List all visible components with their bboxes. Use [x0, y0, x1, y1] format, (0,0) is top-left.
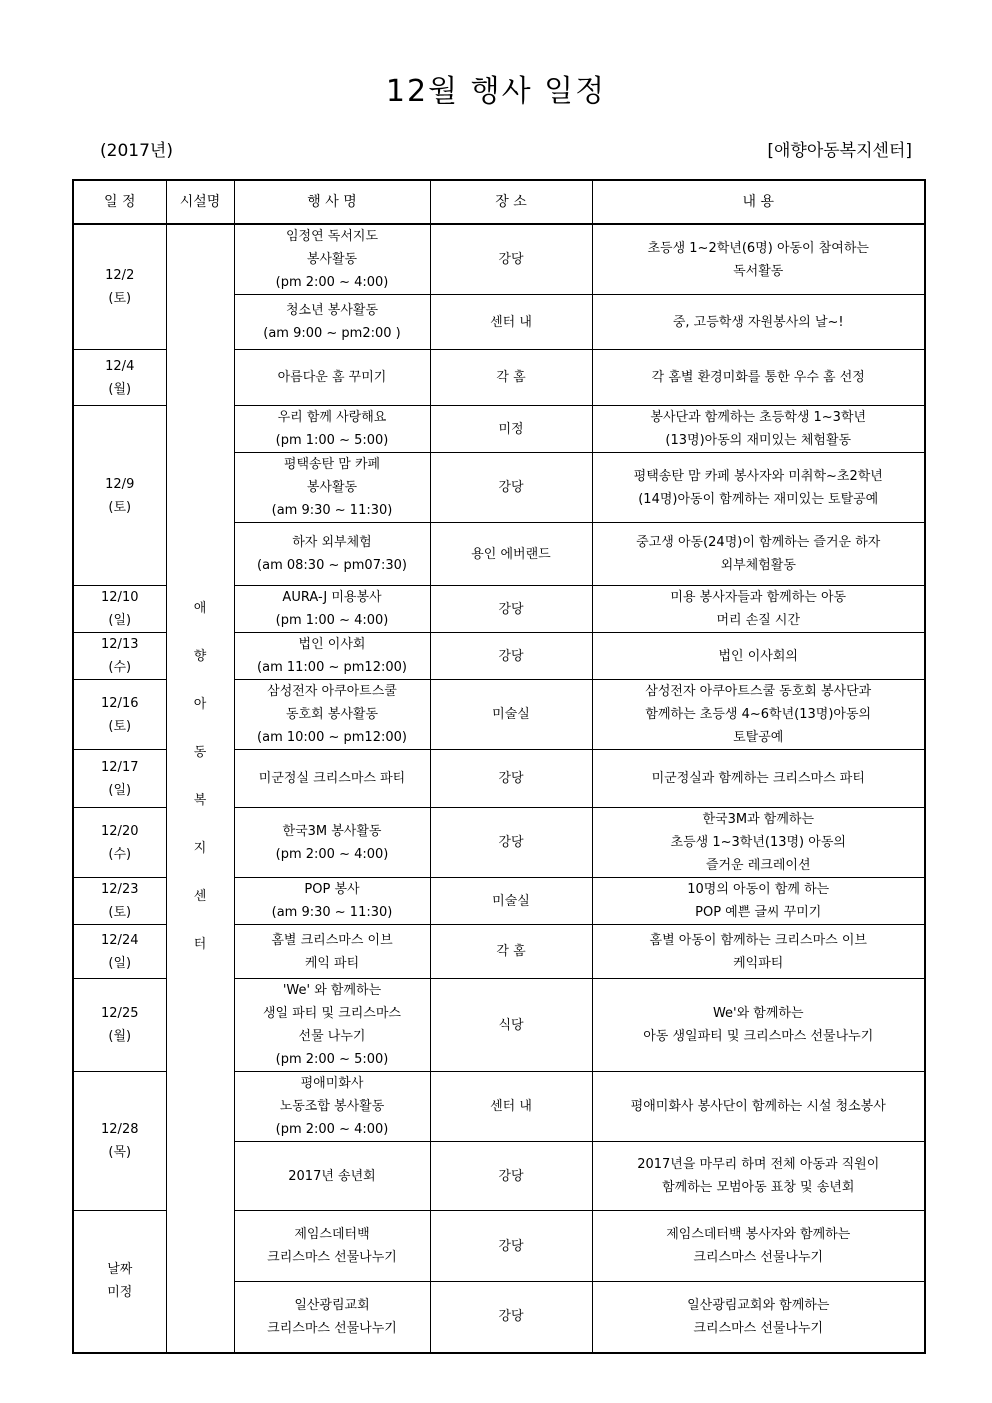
place-cell: 강당 [430, 1142, 592, 1211]
facility-cell: 애 향 아 동 복 지 센 터 [166, 224, 234, 1353]
event-cell: 2017년 송년회 [234, 1142, 430, 1211]
event-cell: 임정연 독서지도 봉사활동 (pm 2:00 ~ 4:00) [234, 224, 430, 295]
place-cell: 강당 [430, 808, 592, 878]
table-header-row [73, 180, 925, 224]
event-cell: AURA-J 미용봉사 (pm 1:00 ~ 4:00) [234, 586, 430, 633]
header-content: 내 용 [592, 180, 925, 224]
event-cell: 아름다운 홈 꾸미기 [234, 350, 430, 406]
place-cell: 미정 [430, 406, 592, 453]
event-cell: POP 봉사 (am 9:30 ~ 11:30) [234, 878, 430, 925]
place-cell: 강당 [430, 224, 592, 295]
content-cell: 미군정실과 함께하는 크리스마스 파티 [592, 750, 925, 808]
header-date: 일 정 [73, 180, 166, 224]
content-cell: 중, 고등학생 자원봉사의 날~! [592, 295, 925, 350]
date-cell: 12/13 (수) [73, 633, 166, 680]
date-cell: 12/17 (일) [73, 750, 166, 808]
event-cell: 삼성전자 아쿠아트스쿨 동호회 봉사활동 (am 10:00 ~ pm12:00) [234, 680, 430, 750]
content-cell: We'와 함께하는 아동 생일파티 및 크리스마스 선물나누기 [592, 979, 925, 1072]
place-cell: 센터 내 [430, 295, 592, 350]
date-cell: 12/24 (일) [73, 925, 166, 979]
content-cell: 홈별 아동이 함께하는 크리스마스 이브 케익파티 [592, 925, 925, 979]
event-cell: 평택송탄 맘 카페 봉사활동 (am 9:30 ~ 11:30) [234, 453, 430, 523]
content-cell: 2017년을 마무리 하며 전체 아동과 직원이 함께하는 모범아동 표창 및 송년회 [592, 1142, 925, 1211]
schedule-table [72, 179, 926, 1354]
content-cell: 평택송탄 맘 카페 봉사자와 미취학~초2학년 (14명)아동이 함께하는 재미있는 토탈공예 [592, 453, 925, 523]
place-cell: 강당 [430, 1211, 592, 1282]
date-cell: 날짜 미정 [73, 1211, 166, 1353]
place-cell: 각 홈 [430, 350, 592, 406]
content-cell: 중고생 아동(24명)이 함께하는 즐거운 하자 외부체험활동 [592, 523, 925, 586]
header-event: 행 사 명 [234, 180, 430, 224]
place-cell: 식당 [430, 979, 592, 1072]
content-cell: 각 홈별 환경미화를 통한 우수 홈 선정 [592, 350, 925, 406]
header-place: 장 소 [430, 180, 592, 224]
content-cell: 봉사단과 함께하는 초등학생 1~3학년 (13명)아동의 재미있는 체험활동 [592, 406, 925, 453]
page-title: 12월 행사 일정 [385, 74, 607, 109]
place-cell: 강당 [430, 633, 592, 680]
date-cell: 12/23 (토) [73, 878, 166, 925]
date-cell: 12/25 (월) [73, 979, 166, 1072]
content-cell: 법인 이사회의 [592, 633, 925, 680]
header-facility: 시설명 [166, 180, 234, 224]
place-cell: 센터 내 [430, 1072, 592, 1142]
event-cell: 하자 외부체험 (am 08:30 ~ pm07:30) [234, 523, 430, 586]
year-label: (2017년) [100, 141, 173, 161]
date-cell: 12/4 (월) [73, 350, 166, 406]
content-cell: 초등생 1~2학년(6명) 아동이 참여하는 독서활동 [592, 224, 925, 295]
content-cell: 삼성전자 아쿠아트스쿨 동호회 봉사단과 함께하는 초등생 4~6학년(13명)아동의 토탈공예 [592, 680, 925, 750]
place-cell: 강당 [430, 750, 592, 808]
organization-label: [애향아동복지센터] [767, 141, 912, 161]
event-cell: 'We' 와 함께하는 생일 파티 및 크리스마스 선물 나누기 (pm 2:00 ~ 5:00) [234, 979, 430, 1072]
place-cell: 강당 [430, 586, 592, 633]
date-cell: 12/16 (토) [73, 680, 166, 750]
place-cell: 미술실 [430, 878, 592, 925]
date-cell: 12/10 (일) [73, 586, 166, 633]
content-cell: 일산광림교회와 함께하는 크리스마스 선물나누기 [592, 1282, 925, 1353]
place-cell: 미술실 [430, 680, 592, 750]
event-cell: 제임스데터백 크리스마스 선물나누기 [234, 1211, 430, 1282]
content-cell: 한국3M과 함께하는 초등생 1~3학년(13명) 아동의 즐거운 레크레이션 [592, 808, 925, 878]
date-cell: 12/28 (목) [73, 1072, 166, 1211]
content-cell: 제임스데터백 봉사자와 함께하는 크리스마스 선물나누기 [592, 1211, 925, 1282]
content-cell: 미용 봉사자들과 함께하는 아동 머리 손질 시간 [592, 586, 925, 633]
date-cell: 12/9 (토) [73, 406, 166, 586]
event-cell: 일산광림교회 크리스마스 선물나누기 [234, 1282, 430, 1353]
event-cell: 청소년 봉사활동 (am 9:00 ~ pm2:00 ) [234, 295, 430, 350]
event-cell: 홈별 크리스마스 이브 케익 파티 [234, 925, 430, 979]
date-cell: 12/20 (수) [73, 808, 166, 878]
content-cell: 10명의 아동이 함께 하는 POP 예쁜 글씨 꾸미기 [592, 878, 925, 925]
date-cell: 12/2 (토) [73, 224, 166, 350]
event-cell: 미군정실 크리스마스 파티 [234, 750, 430, 808]
place-cell: 강당 [430, 1282, 592, 1353]
event-cell: 평애미화사 노동조합 봉사활동 (pm 2:00 ~ 4:00) [234, 1072, 430, 1142]
event-cell: 한국3M 봉사활동 (pm 2:00 ~ 4:00) [234, 808, 430, 878]
table-row [73, 224, 925, 295]
content-cell: 평애미화사 봉사단이 함께하는 시설 청소봉사 [592, 1072, 925, 1142]
place-cell: 강당 [430, 453, 592, 523]
place-cell: 용인 에버랜드 [430, 523, 592, 586]
event-cell: 우리 함께 사랑해요 (pm 1:00 ~ 5:00) [234, 406, 430, 453]
event-cell: 법인 이사회 (am 11:00 ~ pm12:00) [234, 633, 430, 680]
place-cell: 각 홈 [430, 925, 592, 979]
